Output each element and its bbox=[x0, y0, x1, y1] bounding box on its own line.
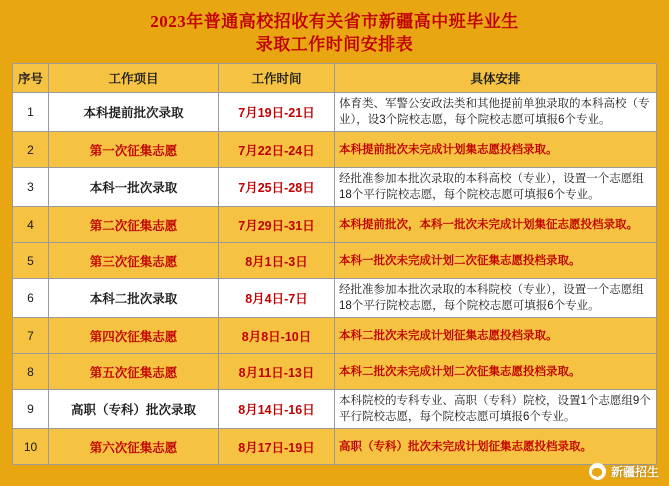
cell-desc: 本科二批次未完成计划征集志愿投档录取。 bbox=[335, 318, 657, 354]
cell-item: 第三次征集志愿 bbox=[49, 243, 219, 279]
table-row bbox=[13, 93, 657, 132]
table-row bbox=[13, 279, 657, 318]
cell-no: 5 bbox=[13, 243, 49, 279]
column-header-item: 工作项目 bbox=[49, 64, 219, 93]
table-row bbox=[13, 243, 657, 279]
cell-desc: 经批准参加本批次录取的本科高校（专业），设置一个志愿组18个平行院校志愿，每个院校志愿可填报6个专业。 bbox=[335, 168, 657, 207]
table-row bbox=[13, 354, 657, 390]
table-row bbox=[13, 318, 657, 354]
chat-badge-icon bbox=[589, 463, 606, 480]
cell-desc: 本科院校的专科专业、高职（专科）院校，设置1个志愿组9个平行院校志愿，每个院校志愿可填报6个专业。 bbox=[335, 390, 657, 429]
cell-no: 7 bbox=[13, 318, 49, 354]
cell-time: 7月19日-21日 bbox=[219, 93, 335, 132]
cell-time: 8月14日-16日 bbox=[219, 390, 335, 429]
table-row bbox=[13, 132, 657, 168]
table-body bbox=[13, 93, 657, 465]
cell-item: 第二次征集志愿 bbox=[49, 207, 219, 243]
watermark-label: 新疆招生 bbox=[610, 465, 659, 479]
cell-time: 8月8日-10日 bbox=[219, 318, 335, 354]
schedule-table bbox=[12, 63, 657, 465]
cell-no: 9 bbox=[13, 390, 49, 429]
cell-item: 本科二批次录取 bbox=[49, 279, 219, 318]
cell-item: 第五次征集志愿 bbox=[49, 354, 219, 390]
cell-desc: 体育类、军警公安政法类和其他提前单独录取的本科高校（专业），设3个院校志愿，每个院校志愿可填报6个专业。 bbox=[335, 93, 657, 132]
cell-no: 4 bbox=[13, 207, 49, 243]
cell-time: 8月11日-13日 bbox=[219, 354, 335, 390]
cell-item: 本科提前批次录取 bbox=[49, 93, 219, 132]
cell-desc: 本科提前批次未完成计划集志愿投档录取。 bbox=[335, 132, 657, 168]
page-title-line-1: 2023年普通高校招收有关省市新疆高中班毕业生 bbox=[150, 12, 519, 31]
cell-item: 第一次征集志愿 bbox=[49, 132, 219, 168]
cell-time: 8月4日-7日 bbox=[219, 279, 335, 318]
cell-desc: 经批准参加本批次录取的本科院校（专业），设置一个志愿组18个平行院校志愿，每个院校志愿可填报6个专业。 bbox=[335, 279, 657, 318]
column-header-time: 工作时间 bbox=[219, 64, 335, 93]
cell-no: 2 bbox=[13, 132, 49, 168]
cell-item: 本科一批次录取 bbox=[49, 168, 219, 207]
cell-desc: 本科提前批次，本科一批次未完成计划集征志愿投档录取。 bbox=[335, 207, 657, 243]
cell-item: 第六次征集志愿 bbox=[49, 429, 219, 465]
cell-no: 1 bbox=[13, 93, 49, 132]
cell-no: 10 bbox=[13, 429, 49, 465]
column-header-desc: 具体安排 bbox=[335, 64, 657, 93]
cell-time: 8月17日-19日 bbox=[219, 429, 335, 465]
table-row bbox=[13, 207, 657, 243]
table-row bbox=[13, 429, 657, 465]
cell-no: 6 bbox=[13, 279, 49, 318]
cell-no: 8 bbox=[13, 354, 49, 390]
table-row bbox=[13, 390, 657, 429]
cell-desc: 本科二批次未完成计划二次征集志愿投档录取。 bbox=[335, 354, 657, 390]
cell-time: 7月25日-28日 bbox=[219, 168, 335, 207]
table-header bbox=[13, 64, 657, 93]
cell-time: 8月1日-3日 bbox=[219, 243, 335, 279]
watermark bbox=[589, 463, 659, 480]
cell-desc: 高职（专科）批次未完成计划征集志愿投档录取。 bbox=[335, 429, 657, 465]
column-header-no: 序号 bbox=[13, 64, 49, 93]
cell-no: 3 bbox=[13, 168, 49, 207]
cell-item: 高职（专科）批次录取 bbox=[49, 390, 219, 429]
table-header-row bbox=[13, 64, 657, 93]
table-row bbox=[13, 168, 657, 207]
cell-time: 7月29日-31日 bbox=[219, 207, 335, 243]
page-title-line-2: 录取工作时间安排表 bbox=[255, 35, 414, 54]
cell-item: 第四次征集志愿 bbox=[49, 318, 219, 354]
cell-desc: 本科一批次未完成计划二次征集志愿投档录取。 bbox=[335, 243, 657, 279]
cell-time: 7月22日-24日 bbox=[219, 132, 335, 168]
